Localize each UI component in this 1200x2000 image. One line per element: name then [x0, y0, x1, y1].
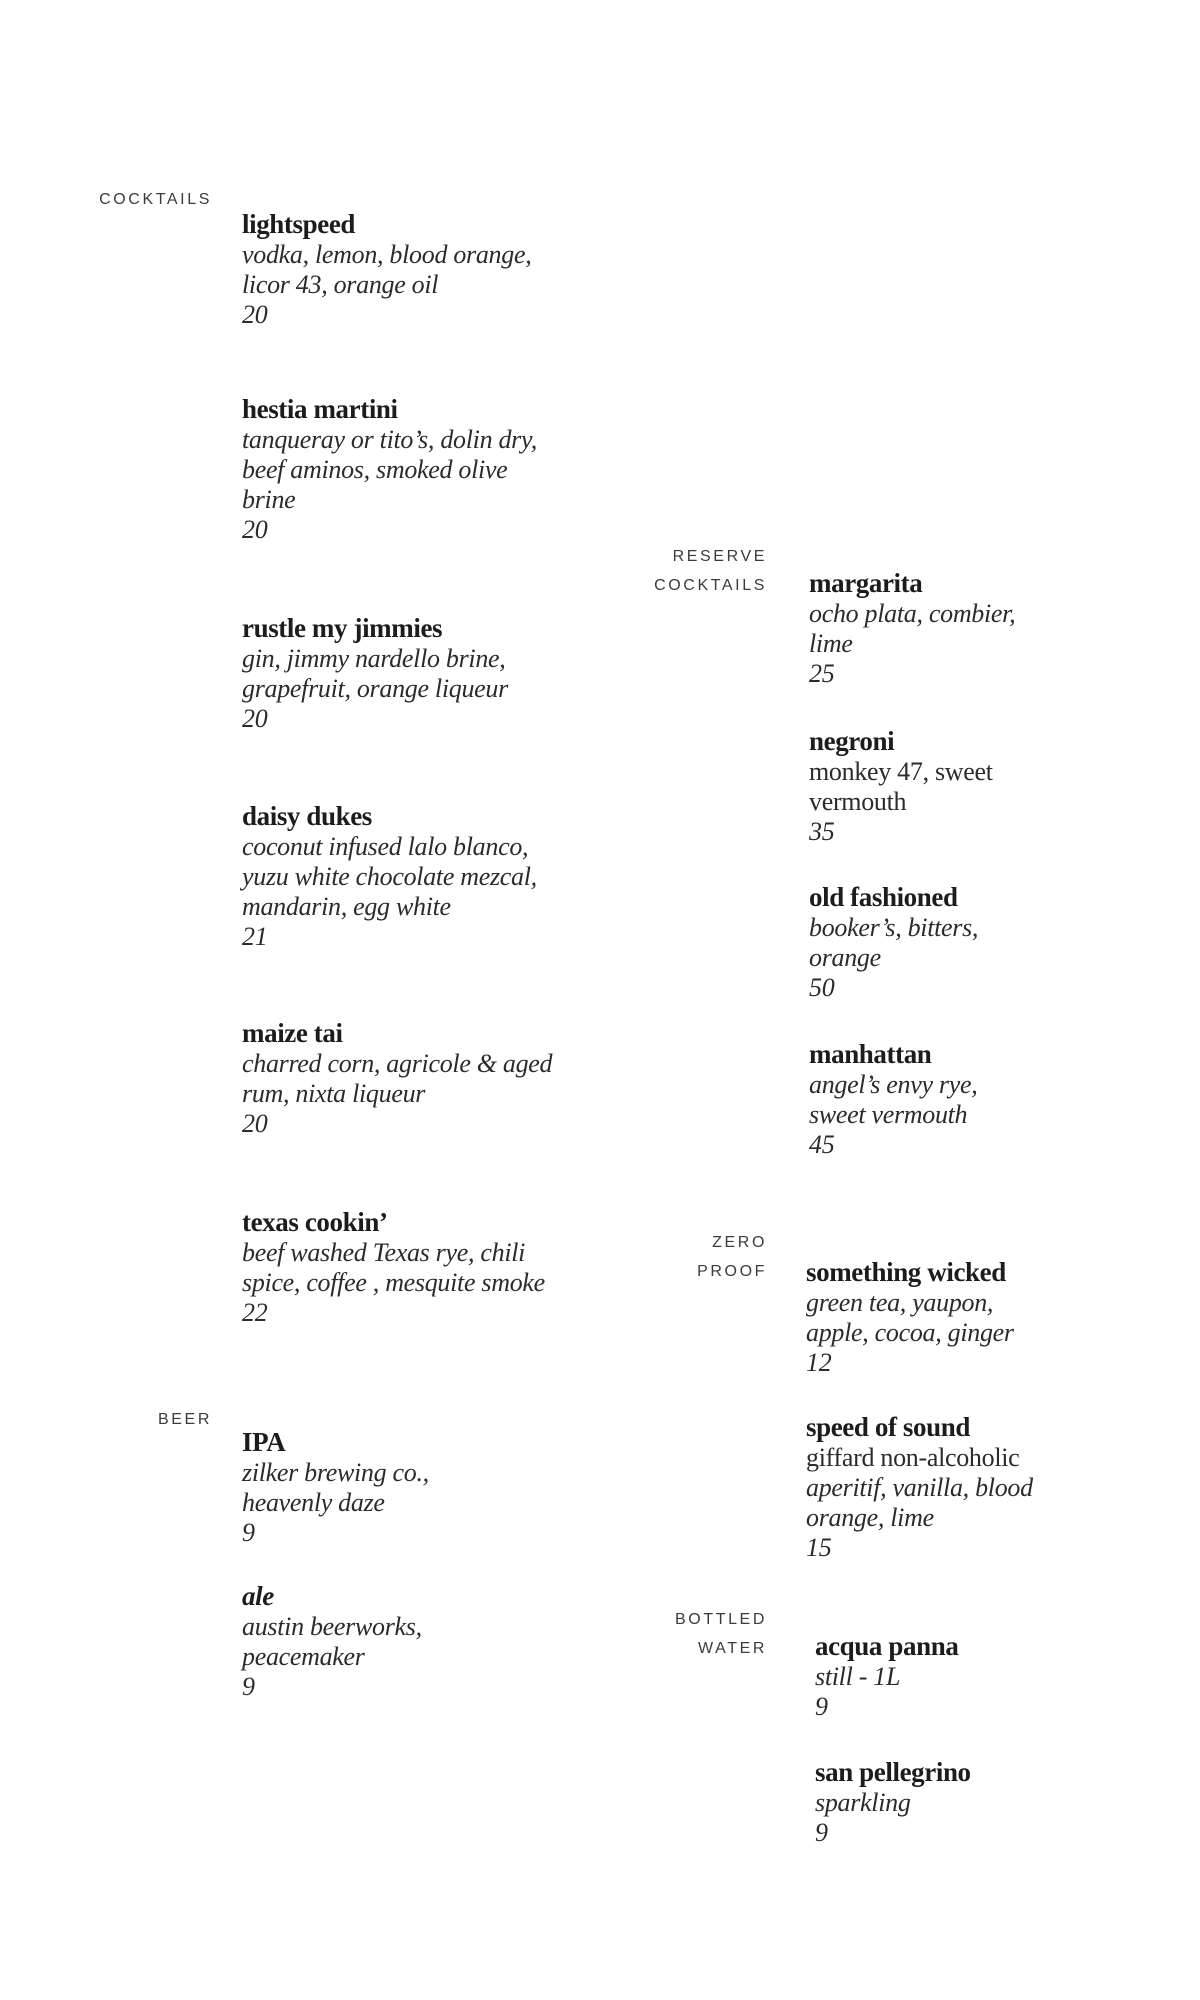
item-desc-line: austin beerworks,: [242, 1612, 422, 1641]
menu-item-acqua-panna: [815, 1630, 958, 1722]
item-desc-line: still - 1L: [815, 1662, 901, 1691]
item-desc-line: orange, lime: [806, 1503, 934, 1532]
item-price: 20: [242, 1109, 268, 1138]
menu-item-manhattan: [809, 1038, 977, 1160]
item-desc-line: brine: [242, 485, 296, 514]
item-name: acqua panna: [815, 1631, 959, 1661]
item-desc-line: beef aminos, smoked olive: [242, 455, 508, 484]
item-name: hestia martini: [242, 394, 398, 424]
section-label-line: WATER: [698, 1640, 767, 1657]
section-label-line: PROOF: [697, 1263, 767, 1280]
section-label-beer: [158, 1405, 212, 1434]
menu-item-texas-cookin: [242, 1206, 545, 1328]
item-name: IPA: [242, 1427, 286, 1457]
item-price: 9: [242, 1518, 255, 1547]
item-price: 15: [806, 1533, 832, 1562]
item-name: negroni: [809, 726, 895, 756]
item-price: 25: [809, 659, 835, 688]
menu-item-ale: [242, 1580, 422, 1702]
item-price: 20: [242, 300, 268, 329]
menu-item-hestia-martini: [242, 393, 537, 545]
section-label-cocktails: [99, 185, 212, 214]
item-desc-line: grapefruit, orange liqueur: [242, 674, 508, 703]
menu-item-negroni: [809, 725, 993, 847]
item-desc-line: licor 43, orange oil: [242, 270, 439, 299]
menu-item-something-wicked: [806, 1256, 1014, 1378]
section-label-line: COCKTAILS: [654, 577, 767, 594]
item-desc-line: lime: [809, 629, 853, 658]
menu-item-lightspeed: [242, 208, 531, 330]
item-desc-line: gin, jimmy nardello brine,: [242, 644, 506, 673]
item-desc-line: angel’s envy rye,: [809, 1070, 978, 1099]
section-label-line: BOTTLED: [675, 1611, 767, 1628]
item-name: manhattan: [809, 1039, 932, 1069]
item-price: 9: [815, 1692, 828, 1721]
item-price: 22: [242, 1298, 268, 1327]
menu-item-old-fashioned: [809, 881, 978, 1003]
menu-item-san-pellegrino: [815, 1756, 971, 1848]
item-desc-line: beef washed Texas rye, chili: [242, 1238, 526, 1267]
item-name: san pellegrino: [815, 1757, 971, 1787]
item-desc-line: spice, coffee , mesquite smoke: [242, 1268, 545, 1297]
item-price: 21: [242, 922, 268, 951]
item-desc-line: ocho plata, combier,: [809, 599, 1016, 628]
item-desc-line: sweet vermouth: [809, 1100, 968, 1129]
item-desc-line: orange: [809, 943, 881, 972]
item-desc-line: tanqueray or tito’s, dolin dry,: [242, 425, 538, 454]
item-price: 20: [242, 704, 268, 733]
item-desc-line: heavenly daze: [242, 1488, 385, 1517]
item-name: margarita: [809, 568, 923, 598]
item-price: 45: [809, 1130, 835, 1159]
item-desc-line: mandarin, egg white: [242, 892, 451, 921]
menu-item-speed-of-sound: [806, 1411, 1033, 1563]
section-label-line: RESERVE: [672, 548, 767, 565]
item-desc-line: booker’s, bitters,: [809, 913, 979, 942]
item-desc-line: apple, cocoa, ginger: [806, 1318, 1014, 1347]
item-price: 9: [242, 1672, 255, 1701]
item-name: rustle my jimmies: [242, 613, 443, 643]
item-desc-line: green tea, yaupon,: [806, 1288, 994, 1317]
item-name: old fashioned: [809, 882, 958, 912]
section-label-line: ZERO: [712, 1234, 767, 1251]
menu-item-rustle-my-jimmies: [242, 612, 508, 734]
item-desc-line: vodka, lemon, blood orange,: [242, 240, 532, 269]
item-desc-line: sparkling: [815, 1788, 911, 1817]
menu-item-maize-tai: [242, 1017, 552, 1139]
item-name: speed of sound: [806, 1412, 970, 1442]
item-price: 12: [806, 1348, 832, 1377]
item-desc-line: charred corn, agricole & aged: [242, 1049, 553, 1078]
item-desc-line: aperitif, vanilla, blood: [806, 1473, 1033, 1502]
item-desc-line: rum, nixta liqueur: [242, 1079, 426, 1108]
item-name: lightspeed: [242, 209, 356, 239]
section-label-line: BEER: [158, 1411, 212, 1428]
section-label-bottled-water: [675, 1605, 767, 1663]
menu-item-margarita: [809, 567, 1015, 689]
menu-item-ipa: [242, 1426, 429, 1548]
item-name: maize tai: [242, 1018, 343, 1048]
menu-item-daisy-dukes: [242, 800, 537, 952]
item-price: 50: [809, 973, 835, 1002]
item-desc-line: coconut infused lalo blanco,: [242, 832, 529, 861]
item-desc-line: monkey 47, sweet: [809, 757, 993, 786]
item-desc-line: giffard non-alcoholic: [806, 1443, 1020, 1472]
item-name: daisy dukes: [242, 801, 372, 831]
item-name: texas cookin’: [242, 1207, 388, 1237]
item-desc-line: peacemaker: [242, 1642, 365, 1671]
item-desc-line: vermouth: [809, 787, 907, 816]
item-price: 9: [815, 1818, 828, 1847]
section-label-line: COCKTAILS: [99, 191, 212, 208]
item-desc-line: yuzu white chocolate mezcal,: [242, 862, 537, 891]
section-label-reserve-cocktails: [654, 542, 767, 600]
section-label-zero-proof: [697, 1228, 767, 1286]
item-price: 35: [809, 817, 835, 846]
item-price: 20: [242, 515, 268, 544]
item-desc-line: zilker brewing co.,: [242, 1458, 429, 1487]
item-name: ale: [242, 1581, 274, 1611]
item-name: something wicked: [806, 1257, 1006, 1287]
